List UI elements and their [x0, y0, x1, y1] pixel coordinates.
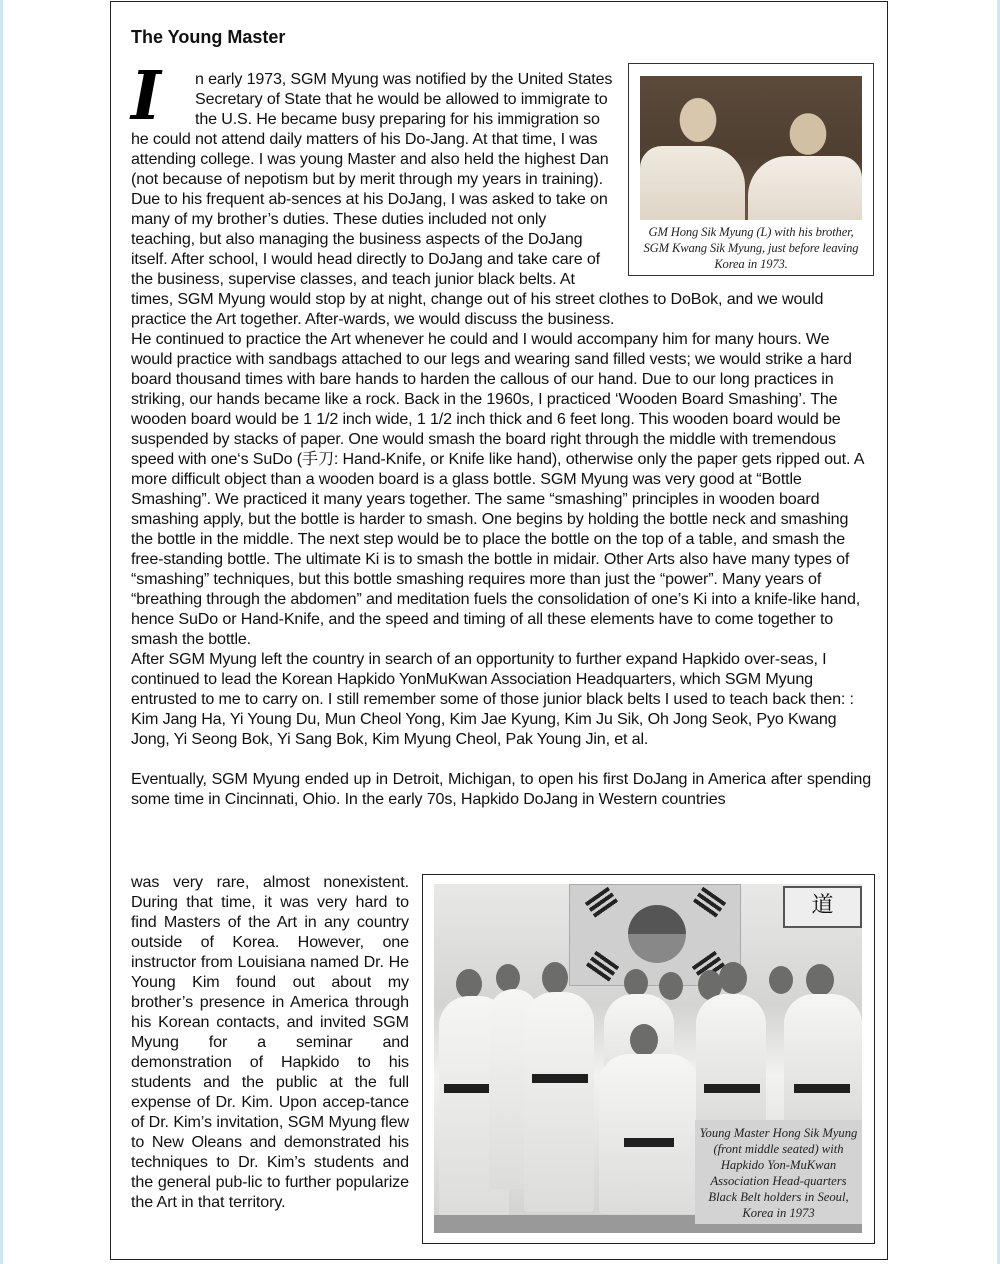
paragraph-leadership: After SGM Myung left the country in search of an opportunity to further expand Hapkido over-seas, I continued to lead the Korean Hapkido YonMuKwan Association Headquarters, which SGM Myung entrusted to me to carry on. I still remember some of those junior black belts I used to teach back then: : Kim Jang Ha, Yi Young Du, Mun Cheol Yong, Kim Jae Kyung, Kim Ju Sik, Oh Jong Seok, Pyo Kwang Jong, Yi Seong Bok, Yi Sang Bok, Kim Myung Cheol, Pak Young Jin, et al. — [131, 650, 854, 748]
black-belt — [532, 1074, 588, 1083]
trigram-icon — [585, 887, 619, 919]
black-belt — [624, 1138, 674, 1147]
person-head — [659, 972, 683, 1000]
person-head — [496, 964, 520, 992]
person-head — [719, 962, 747, 994]
trigram-icon — [692, 887, 726, 919]
paragraph-spacer — [131, 749, 871, 769]
paragraph-detroit: Eventually, SGM Myung ended up in Detroit, Michigan, to open his first DoJang in America after spending some time in Cincinnati, Ohio. In the early 70s, Hapkido DoJang in Western countries — [131, 770, 871, 808]
person-head-seated — [630, 1024, 658, 1056]
paragraph-immigration: n early 1973, SGM Myung was notified by the United States Secretary of State that he would be allowed to immigrate to the U.S. He became busy preparing for his immigration so he could not attend daily matters of his Do-Jang. At that time, I was attending college. I was young Master and also held the highest Dan (not because of nepotism but by merit through my years in training). Due to his frequent ab-sences at his DoJang, I was asked to take on many of my brother’s duties. These duties included not only teaching, but also managing the business aspects of the DoJang itself. After school, I would head directly to DoJang and take care of the business, supervise classes, and teach junior black belts. At times, SGM Myung would stop by at night, change out of his street clothes to DoBok, and we would practice the Art together. After-wards, we would discuss the business. — [131, 70, 824, 328]
left-column-text — [131, 872, 409, 1212]
figure-right-uniform — [748, 156, 862, 220]
person-head — [456, 969, 482, 999]
black-belt — [704, 1084, 760, 1093]
person-head — [542, 962, 568, 994]
person-figure — [784, 994, 862, 1124]
article-body — [131, 57, 871, 809]
photo-bottom-caption: Young Master Hong Sik Myung (front middle seated) with Hapkido Yon-MuKwan Association Head-quarters Black Belt holders in Seoul, Korea in 1973 — [695, 1120, 862, 1224]
person-figure — [696, 994, 766, 1124]
person-figure — [524, 992, 594, 1212]
black-belt — [794, 1084, 850, 1093]
person-head — [624, 969, 648, 997]
calligraphy-scroll: 道 — [783, 886, 862, 928]
photo-brothers — [640, 76, 862, 220]
photo-group-blackbelts — [434, 884, 862, 1233]
paragraph-training: He continued to practice the Art whenever he could and I would accompany him for many hours. We would practice with sandbags attached to our legs and wearing sand filled vests; we would strike a hard board thousand times with bare hands to harden the callous of our hand. Due to our long practices in striking, our hands became like a rock. Back in the 1960s, I practiced ‘Wooden Board Smashing’. The wooden board would be 1 1/2 inch wide, 1 1/2 inch thick and 6 feet long. This wooden board would be suspended by stacks of paper. One would smash the board right through the middle with tremendous speed with one‘s SuDo (手刀: Hand-Knife, or Knife like hand), otherwise only the paper gets ripped out. A more difficult object than a wooden board is a glass bottle. SGM Myung was very good at “Bottle Smashing”. We practiced it many years together. The same “smashing” principles in wooden board smashing apply, but the bottle is harder to smash. One begins by holding the bottle neck and smashing the bottle in the middle. The next step would be to place the bottle on the top of a table, and smash the free-standing bottle. The ultimate Ki is to smash the bottle in midair. Other Arts also have many types of “smashing” techniques, but this bottle smashing requires more than just the “power”. Many years of “breathing through the abdomen” and meditation fuels the consolidation of one’s Ki into a knife-like hand, hence SuDo or Hand-Knife, and the speed and timing of all these elements have to come together to smash the bottle. — [131, 330, 864, 648]
trigram-icon — [585, 951, 619, 983]
drop-cap: I — [131, 57, 161, 136]
person-figure-seated — [599, 1054, 699, 1214]
paragraph-louisiana: was very rare, almost nonexistent. During that time, it was very hard to find Masters of the Art in any country outside of Korea. However, one instructor from Louisiana named Dr. He Young Kim found out about my brother’s presence in America through his Korean contacts, and invited SGM Myung for a seminar and demonstration of Hapkido to his students and the public at the full expense of Dr. Kim. Upon accep-tance of Dr. Kim’s invitation, SGM Myung flew to New Oleans and demonstrated his techniques to Dr. Kim’s students and the general pub-lic to further popularize the Art in that territory. — [131, 873, 409, 1211]
person-head — [806, 964, 834, 996]
taegeuk-symbol-icon — [628, 905, 686, 963]
figure-left-uniform — [640, 146, 745, 220]
page-edge-left — [0, 0, 3, 1264]
photo-top-caption: GM Hong Sik Myung (L) with his brother, SGM Kwang Sik Myung, just before leaving Korea in 1973. — [643, 225, 859, 271]
photo-bottom-figure — [422, 874, 875, 1244]
article-title: The Young Master — [131, 27, 286, 47]
photo-top-figure — [628, 63, 874, 276]
person-head — [769, 966, 793, 994]
